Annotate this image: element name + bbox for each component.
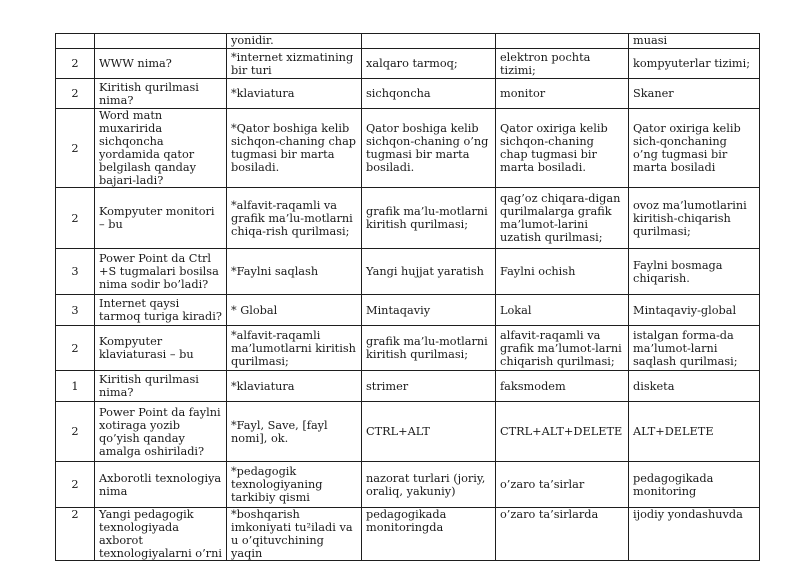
answer-correct-cell: * Global [227, 295, 362, 326]
table-row [56, 326, 760, 371]
answer-option-cell [362, 34, 496, 49]
quiz-table [55, 33, 760, 561]
answer-option-cell: Mintaqaviy [362, 295, 496, 326]
answer-option-cell: Qator oxiriga kelib sichqon-chaning chap tugmasi bir marta bosiladi. [496, 109, 629, 188]
answer-correct-cell: *Qator boshiga kelib sichqon-chaning chap tugmasi bir marta bosiladi. [227, 109, 362, 188]
answer-option-cell: grafik ma’lu-motlarni kiritish qurilmasi; [362, 188, 496, 249]
answer-correct-cell: *internet xizmatining bir turi [227, 49, 362, 79]
score-cell [56, 34, 95, 49]
answer-option-cell: Faylni bosmaga chiqarish. [629, 249, 760, 295]
answer-correct-cell: *boshqarish imkoniyati tu²iladi va u o’qituvchining yaqin [227, 508, 362, 561]
question-cell: Internet qaysi tarmoq turiga kiradi? [95, 295, 227, 326]
score-cell: 3 [56, 295, 95, 326]
table-row [56, 462, 760, 508]
answer-correct-cell: *Fayl, Save, [fayl nomi], ok. [227, 402, 362, 462]
answer-correct-cell: *alfavit-raqamli va grafik ma’lu-motlarni chiqa-rish qurilmasi; [227, 188, 362, 249]
table-row [56, 79, 760, 109]
answer-option-cell: elektron pochta tizimi; [496, 49, 629, 79]
question-cell: Power Point da faylni xotiraga yozib qo’yish qanday amalga oshiriladi? [95, 402, 227, 462]
answer-correct-cell: *klaviatura [227, 79, 362, 109]
answer-option-cell: pedagogikada monitoringda [362, 508, 496, 561]
table-row [56, 508, 760, 561]
answer-option-cell: sichqoncha [362, 79, 496, 109]
answer-option-cell: kompyuterlar tizimi; [629, 49, 760, 79]
answer-correct-cell: *klaviatura [227, 371, 362, 402]
answer-option-cell: strimer [362, 371, 496, 402]
answer-option-cell: Faylni ochish [496, 249, 629, 295]
table-row [56, 295, 760, 326]
answer-option-cell: CTRL+ALT [362, 402, 496, 462]
answer-option-cell: Yangi hujjat yaratish [362, 249, 496, 295]
answer-option-cell [496, 34, 629, 49]
answer-option-cell: alfavit-raqamli va grafik ma’lumot-larni chiqarish qurilmasi; [496, 326, 629, 371]
answer-correct-cell: *Faylni saqlash [227, 249, 362, 295]
answer-option-cell: Lokal [496, 295, 629, 326]
answer-option-cell: faksmodem [496, 371, 629, 402]
table-row [56, 249, 760, 295]
score-cell: 1 [56, 371, 95, 402]
question-cell: Word matn muxaririda sichqoncha yordamida qator belgilash qanday bajari-ladi? [95, 109, 227, 188]
score-cell: 2 [56, 508, 95, 561]
score-cell: 2 [56, 109, 95, 188]
score-cell: 3 [56, 249, 95, 295]
answer-option-cell: nazorat turlari (joriy, oraliq, yakuniy) [362, 462, 496, 508]
answer-option-cell: grafik ma’lu-motlarni kiritish qurilmasi; [362, 326, 496, 371]
answer-option-cell: Skaner [629, 79, 760, 109]
answer-option-cell: Qator boshiga kelib sichqon-chaning o’ng tugmasi bir marta bosiladi. [362, 109, 496, 188]
answer-option-cell: xalqaro tarmoq; [362, 49, 496, 79]
score-cell: 2 [56, 462, 95, 508]
table-row [56, 34, 760, 49]
answer-option-cell: Qator oxiriga kelib sich-qonchaning o’ng tugmasi bir marta bosiladi [629, 109, 760, 188]
answer-option-cell: ovoz ma’lumotlarini kiritish-chiqarish qurilmasi; [629, 188, 760, 249]
score-cell: 2 [56, 188, 95, 249]
answer-option-cell: qag’oz chiqara-digan qurilmalarga grafik ma’lumot-larini uzatish qurilmasi; [496, 188, 629, 249]
table-row [56, 109, 760, 188]
answer-option-cell: pedagogikada monitoring [629, 462, 760, 508]
question-cell: WWW nima? [95, 49, 227, 79]
answer-option-cell: istalgan forma-da ma’lumot-larni saqlash qurilmasi; [629, 326, 760, 371]
question-cell: Kompyuter klaviaturasi – bu [95, 326, 227, 371]
answer-option-cell: monitor [496, 79, 629, 109]
answer-correct-cell: yonidir. [227, 34, 362, 49]
answer-option-cell: CTRL+ALT+DELETE [496, 402, 629, 462]
question-cell: Axborotli texnologiya nima [95, 462, 227, 508]
table-row [56, 371, 760, 402]
table-row [56, 402, 760, 462]
answer-option-cell: o’zaro ta’sirlar [496, 462, 629, 508]
table-row [56, 49, 760, 79]
answer-option-cell: disketa [629, 371, 760, 402]
question-cell [95, 34, 227, 49]
score-cell: 2 [56, 79, 95, 109]
answer-option-cell: o’zaro ta’sirlarda [496, 508, 629, 561]
answer-correct-cell: *pedagogik texnologiyaning tarkibiy qismi [227, 462, 362, 508]
question-cell: Kiritish qurilmasi nima? [95, 79, 227, 109]
question-cell: Yangi pedagogik texnologiyada axborot texnologiyalarni o’rni [95, 508, 227, 561]
document-page [55, 33, 759, 561]
answer-option-cell: Mintaqaviy-global [629, 295, 760, 326]
table-row [56, 188, 760, 249]
question-cell: Power Point da Ctrl +S tugmalari bosilsa nima sodir bo’ladi? [95, 249, 227, 295]
score-cell: 2 [56, 49, 95, 79]
score-cell: 2 [56, 326, 95, 371]
question-cell: Kompyuter monitori – bu [95, 188, 227, 249]
answer-correct-cell: *alfavit-raqamli ma’lumotlarni kiritish qurilmasi; [227, 326, 362, 371]
answer-option-cell: ijodiy yondashuvda [629, 508, 760, 561]
answer-option-cell: muasi [629, 34, 760, 49]
answer-option-cell: ALT+DELETE [629, 402, 760, 462]
question-cell: Kiritish qurilmasi nima? [95, 371, 227, 402]
score-cell: 2 [56, 402, 95, 462]
